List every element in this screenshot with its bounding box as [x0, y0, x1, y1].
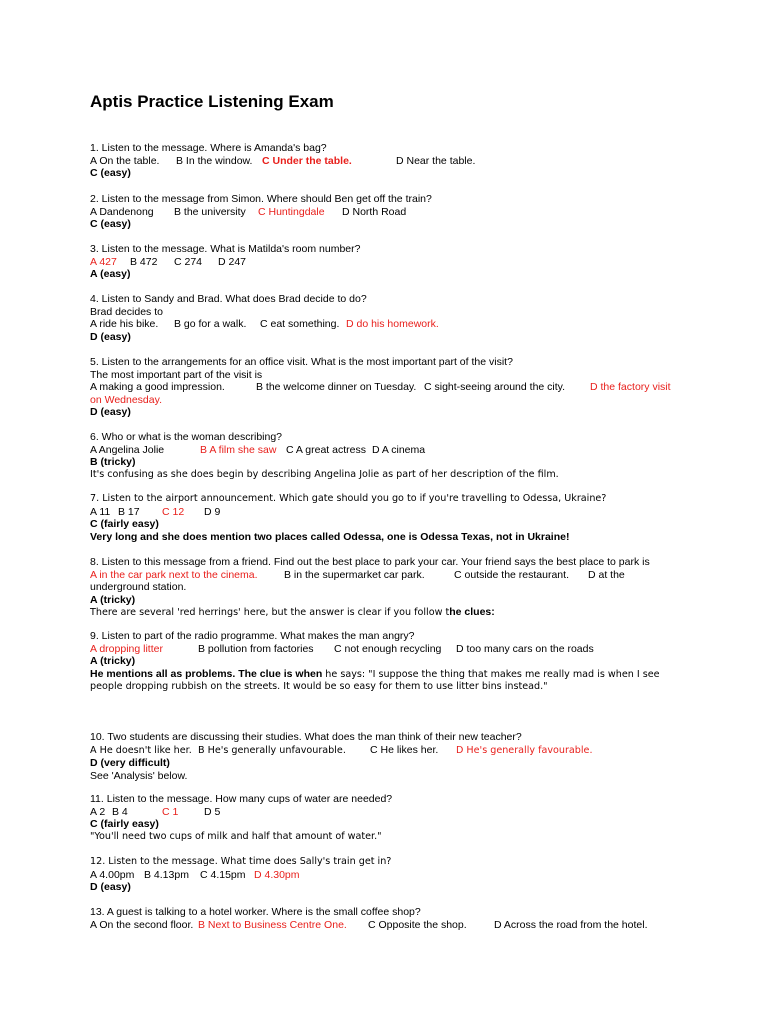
option-d: D too many cars on the roads [456, 642, 594, 655]
option-b: B the welcome dinner on Tuesday. [256, 381, 417, 393]
question-5-text: 5. Listen to the arrangements for an office visit. What is the most important part of the visit? [90, 356, 513, 368]
question-10 [90, 731, 690, 782]
answer-8-explanation-start: There are several 'red herrings' here, but the answer is clear if you follow t [90, 607, 450, 618]
option-c: C not enough recycling [334, 642, 442, 655]
question-4-stem: Brad decides to [90, 305, 163, 318]
option-a: A Angelina Jolie [90, 443, 165, 456]
option-a: A 2 [90, 805, 106, 818]
option-d: D 5 [204, 805, 221, 818]
option-c: C eat something. [260, 318, 340, 330]
page-title: Aptis Practice Listening Exam [90, 92, 334, 111]
question-8-options [90, 569, 690, 582]
answer-10-explanation: See 'Analysis' below. [90, 769, 188, 782]
option-c-correct: C 12 [162, 505, 185, 518]
question-9 [90, 630, 690, 694]
answer-6: B (tricky) [90, 456, 136, 468]
question-12-options [90, 869, 690, 882]
answer-4: D (easy) [90, 330, 131, 343]
answer-8-explanation-end: he clues: [449, 606, 495, 618]
option-d: D Across the road from the hotel. [494, 918, 648, 931]
question-9-options [90, 643, 690, 656]
option-d: D 247 [218, 255, 247, 268]
option-a: A 4.00pm [90, 868, 135, 881]
option-d: D A cinema [372, 443, 426, 456]
question-3-text: 3. Listen to the message. What is Matilda's room number? [90, 243, 361, 255]
option-d-correct: D He's generally favourable. [456, 744, 593, 756]
question-4-options [90, 318, 690, 331]
question-13 [90, 906, 690, 931]
question-12 [90, 856, 690, 894]
option-b-correct: B Next to Business Centre One. [198, 918, 347, 931]
answer-1: C (easy) [90, 167, 131, 179]
question-3 [90, 243, 690, 281]
question-2-options [90, 206, 690, 219]
answer-2: C (easy) [90, 218, 131, 230]
option-b: B 472 [130, 255, 158, 268]
option-a-correct: A in the car park next to the cinema. [90, 568, 258, 581]
question-6 [90, 431, 690, 481]
question-5-options [90, 381, 690, 394]
answer-9-explanation-continued: people dropping rubbish on the streets. It would be so easy for them to use litter bins instead." [90, 681, 548, 692]
option-d: D North Road [342, 205, 407, 218]
option-c-correct: C 1 [162, 805, 179, 818]
option-c: C A great actress [286, 443, 366, 456]
answer-6-explanation: It's confusing as she does begin by describing Angelina Jolie as part of her description of the film. [90, 468, 559, 480]
question-10-text: 10. Two students are discussing their studies. What does the man think of their new teacher? [90, 731, 522, 743]
question-11-options [90, 806, 690, 819]
question-9-text: 9. Listen to part of the radio programme. What makes the man angry? [90, 630, 415, 642]
question-2 [90, 193, 690, 231]
option-c-correct: C Huntingdale [258, 205, 325, 218]
answer-9-explanation-bold: He mentions all as problems. The clue is when [90, 667, 323, 680]
question-6-options [90, 444, 690, 457]
option-d-correct: D do his homework. [346, 318, 439, 330]
option-d: D at the [588, 568, 625, 581]
question-11-text: 11. Listen to the message. How many cups of water are needed? [90, 793, 393, 805]
option-b: B go for a walk. [174, 318, 247, 330]
answer-10: D (very difficult) [90, 757, 170, 769]
option-a: A He doesn't like her. [90, 744, 192, 756]
option-a: A On the table. [90, 154, 160, 167]
option-d: D Near the table. [396, 154, 476, 167]
option-b: B pollution from factories [198, 642, 314, 655]
option-b-correct: B A film she saw [200, 443, 277, 456]
answer-11-explanation: "You'll need two cups of milk and half that amount of water." [90, 830, 382, 842]
answer-7-explanation: Very long and she does mention two places called Odessa, one is Odessa Texas, not in Ukraine! [90, 530, 570, 543]
option-b: B He's generally unfavourable. [198, 744, 346, 756]
question-13-text: 13. A guest is talking to a hotel worker. Where is the small coffee shop? [90, 906, 421, 918]
option-a-correct: A 427 [90, 255, 117, 268]
question-1-text: 1. Listen to the message. Where is Amanda's bag? [90, 142, 327, 154]
option-b: B 4.13pm [144, 868, 189, 881]
option-b: B the university [174, 205, 246, 218]
answer-12: D (easy) [90, 881, 131, 893]
question-13-options [90, 919, 690, 932]
option-d-correct: D the factory visit [590, 381, 671, 393]
question-11 [90, 793, 690, 843]
option-a: A On the second floor. [90, 918, 194, 931]
option-a-correct: A dropping litter [90, 642, 163, 655]
option-a: A 11 [90, 505, 111, 518]
option-c: C He likes her. [370, 743, 439, 756]
question-2-text: 2. Listen to the message from Simon. Where should Ben get off the train? [90, 193, 432, 205]
option-d-continued: on Wednesday. [90, 393, 162, 406]
answer-9-explanation-quote: he says: "I suppose the thing that makes me really mad is when I see [322, 668, 660, 680]
answer-8-explanation [90, 606, 690, 620]
question-8-text: 8. Listen to this message from a friend. Find out the best place to park your car. Your friend says the best place to park is [90, 556, 650, 568]
option-c: C 4.15pm [200, 868, 246, 881]
question-7-options [90, 506, 690, 519]
question-8 [90, 556, 690, 620]
answer-7: C (fairly easy) [90, 518, 159, 530]
answer-11: C (fairly easy) [90, 818, 159, 830]
option-b: B 4 [112, 805, 128, 818]
option-a: A ride his bike. [90, 318, 159, 330]
question-7-text: 7. Listen to the airport announcement. Which gate should you go to if you're travelling to Odessa, Ukraine? [90, 493, 607, 504]
answer-3: A (easy) [90, 268, 131, 280]
option-c: C Opposite the shop. [368, 918, 467, 931]
option-a: A making a good impression. [90, 381, 225, 393]
question-4-text: 4. Listen to Sandy and Brad. What does Brad decide to do? [90, 293, 367, 305]
option-d: D 9 [204, 505, 221, 518]
question-12-text: 12. Listen to the message. What time does Sally's train get in? [90, 856, 392, 867]
question-10-options [90, 744, 690, 758]
answer-5: D (easy) [90, 406, 131, 418]
option-b: B 17 [118, 505, 140, 518]
option-a: A Dandenong [90, 205, 154, 218]
question-6-text: 6. Who or what is the woman describing? [90, 431, 283, 443]
question-5 [90, 356, 690, 419]
option-c: C 274 [174, 255, 203, 268]
question-1 [90, 142, 690, 180]
option-d-correct: D 4.30pm [254, 868, 300, 881]
answer-8: A (tricky) [90, 593, 136, 606]
question-5-stem: The most important part of the visit is [90, 368, 263, 381]
option-c: C outside the restaurant. [454, 568, 569, 581]
option-d-continued: underground station. [90, 581, 187, 593]
question-1-options [90, 155, 690, 168]
option-b: B in the supermarket car park. [284, 568, 425, 581]
option-b: B In the window. [176, 154, 253, 167]
answer-9: A (tricky) [90, 655, 136, 667]
answer-9-explanation [90, 668, 690, 682]
question-3-options [90, 256, 690, 269]
question-7 [90, 493, 690, 543]
option-c-correct: C Under the table. [262, 154, 352, 167]
option-c: C sight-seeing around the city. [424, 381, 566, 393]
question-4 [90, 293, 690, 343]
